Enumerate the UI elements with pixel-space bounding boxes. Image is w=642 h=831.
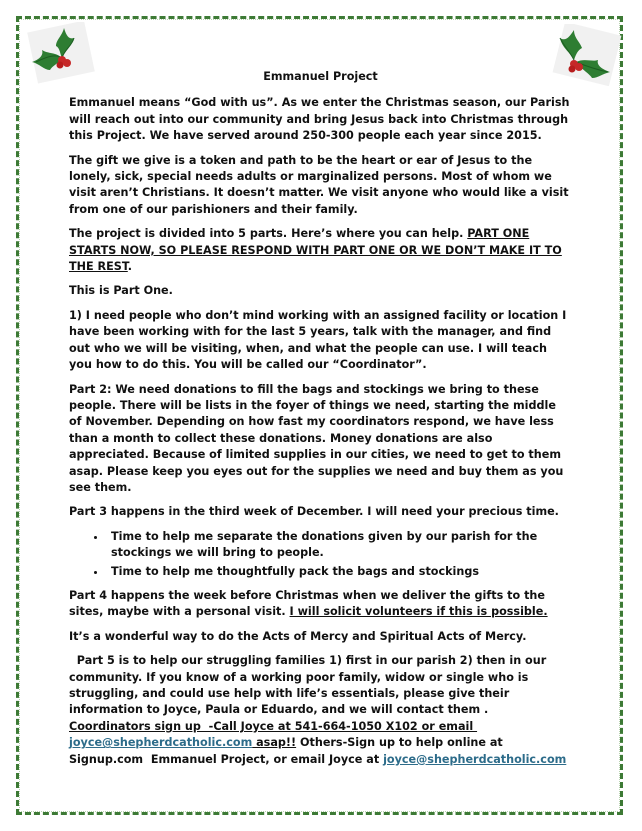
asap-text: asap!! [252,736,297,750]
paragraph-gift: The gift we give is a token and path to be the heart or ear of Jesus to the lonely, sick, special needs adults or marginalized persons. Most of whom we visit aren’t Christians. It doesn’t matter. We visit anyone who would like a visit from one of our parishioners and their family. [69,153,569,216]
email-link[interactable]: joyce@shepherdcatholic.com [383,752,567,766]
paragraph-intro: Emmanuel means “God with us”. As we enter the Christmas season, our Parish will reach out into our community and bring Jesus back into Christmas through this Project. We have served around 250-300 people each year since 2015. [69,96,570,143]
part-three-list [69,529,572,580]
paragraph-parts [69,226,572,275]
part-one-notice: PART ONE STARTS NOW, SO PLEASE RESPOND WITH PART ONE OR WE DON’T MAKE IT TO THE REST [69,227,562,274]
parts-tail: . [127,260,133,274]
document-body [69,69,572,776]
list-item: • Time to help me separate the donations given by our parish for the stockings we will bring to people. [107,529,572,562]
paragraph-mercy: It’s a wonderful way to do the Acts of Mercy and Spiritual Acts of Mercy. [69,629,527,643]
signup-text: Others-Sign up to help online at Signup.com Emmanuel Project, or email Joyce at [69,736,507,766]
coordinators-signup: Coordinators sign up -Call Joyce at 541-664-1050 X102 or email [69,719,478,733]
paragraph-part-four [69,588,572,621]
document-title: Emmanuel Project [263,70,378,83]
paragraph-part-five [69,653,572,768]
volunteer-notice: I will solicit volunteers if this is possible. [289,605,548,619]
paragraph-part-one-label: This is Part One. [69,284,173,298]
paragraph-part-three: Part 3 happens in the third week of December. I will need your precious time. [69,505,559,519]
part-four-text: Part 4 happens the week before Christmas when we deliver the gifts to the sites, maybe with a personal visit. [69,588,545,619]
email-link[interactable]: joyce@shepherdcatholic.com [69,736,253,750]
part-five-text: Part 5 is to help our struggling families 1) first in our parish 2) then in our community. If you know of a working poor family, widow or single who is struggling, and could use help with life’s essentials, please give their information to Joyce, Paula or Eduardo, and we will contact them . [69,654,551,717]
paragraph-part-two: Part 2: We need donations to fill the bags and stockings we bring to these people. There will be lists in the foyer of things we need, starting the middle of November. Depending on how fast my coordinators respond, we have less than a month to collect these donations. Money donations are also appreciated. Because of limited supplies in our cities, we need to get to them asap. Please keep you eyes out for the supplies we need and buy them as you see them. [69,382,564,494]
paragraph-part-one: 1) I need people who don’t mind working with an assigned facility or location I have been working with for the last 5 years, talk with the manager, and find out who we will be visiting, when, and what the people can use. I will teach you how to do this. You will be called our “Coordinator”. [69,308,567,372]
list-item: • Time to help me thoughtfully pack the bags and stockings [107,564,572,580]
parts-text: The project is divided into 5 parts. Here’s where you can help. [69,227,468,241]
